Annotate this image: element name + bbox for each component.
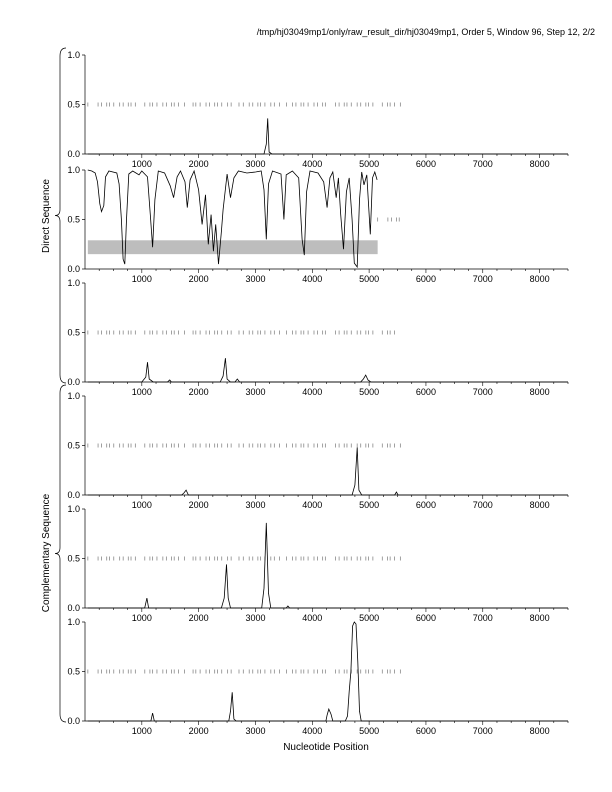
x-tick-label: 1000 [131, 274, 152, 284]
panel-2 [67, 165, 568, 284]
complementary-brace [55, 385, 66, 722]
x-tick-label: 7000 [472, 387, 493, 397]
y-tick-label: 0.5 [67, 214, 80, 225]
x-tick-label: 5000 [359, 613, 380, 623]
x-tick-label: 6000 [415, 387, 436, 397]
x-tick-label: 3000 [245, 274, 266, 284]
y-tick-label: 0.5 [67, 440, 80, 451]
x-tick-label: 1000 [131, 726, 152, 736]
y-tick-label: 1.0 [67, 50, 80, 60]
group-braces [55, 48, 66, 722]
y-tick-label: 0.0 [67, 603, 80, 613]
x-tick-label: 6000 [415, 500, 436, 510]
y-tick-label: 1.0 [67, 278, 80, 288]
x-tick-label: 1000 [131, 613, 152, 623]
y-tick-label: 0.5 [67, 99, 80, 110]
x-tick-label: 4000 [302, 500, 323, 510]
x-tick-label: 1000 [131, 387, 152, 397]
figure-title: /tmp/hj03049mp1/only/raw_result_dir/hj03049mp1, Order 5, Window 96, Step 12, 2/2 [256, 27, 595, 37]
series-line [88, 448, 568, 496]
y-tick-label: 0.5 [67, 553, 80, 564]
x-tick-label: 2000 [188, 500, 209, 510]
direct-sequence-label: Direct Sequence [41, 179, 52, 253]
x-tick-label: 3000 [245, 500, 266, 510]
x-tick-label: 2000 [188, 159, 209, 169]
x-tick-label: 8000 [529, 726, 550, 736]
x-tick-label: 8000 [529, 274, 550, 284]
x-tick-label: 7000 [472, 726, 493, 736]
panel-5 [67, 504, 568, 623]
x-tick-label: 5000 [359, 387, 380, 397]
x-tick-label: 2000 [188, 387, 209, 397]
x-tick-label: 1000 [131, 500, 152, 510]
panel-1 [67, 50, 568, 169]
x-tick-label: 8000 [529, 500, 550, 510]
x-tick-label: 5000 [359, 726, 380, 736]
y-tick-label: 1.0 [67, 391, 80, 401]
x-tick-label: 6000 [415, 613, 436, 623]
x-tick-label: 4000 [302, 274, 323, 284]
y-tick-label: 0.0 [67, 490, 80, 500]
panel-4 [67, 391, 568, 510]
x-tick-label: 2000 [188, 726, 209, 736]
x-tick-label: 1000 [131, 159, 152, 169]
x-tick-label: 3000 [245, 726, 266, 736]
series-line [88, 622, 568, 721]
x-tick-label: 5000 [359, 159, 380, 169]
x-tick-label: 6000 [415, 726, 436, 736]
y-tick-label: 0.0 [67, 716, 80, 726]
x-tick-label: 3000 [245, 613, 266, 623]
y-tick-label: 1.0 [67, 504, 80, 514]
y-tick-label: 0.0 [67, 377, 80, 387]
x-tick-label: 8000 [529, 387, 550, 397]
x-tick-label: 4000 [302, 613, 323, 623]
x-tick-label: 7000 [472, 613, 493, 623]
y-tick-label: 1.0 [67, 165, 80, 175]
panel-6 [67, 617, 568, 736]
x-tick-label: 7000 [472, 274, 493, 284]
series-line [88, 523, 568, 608]
x-tick-label: 4000 [302, 726, 323, 736]
panels [67, 50, 568, 736]
y-tick-label: 0.0 [67, 264, 80, 274]
x-tick-label: 6000 [415, 159, 436, 169]
highlight-band [88, 240, 378, 254]
x-tick-label: 7000 [472, 159, 493, 169]
x-tick-label: 7000 [472, 500, 493, 510]
y-tick-label: 1.0 [67, 617, 80, 627]
panel-3 [67, 278, 568, 397]
direct-brace [55, 48, 66, 383]
x-tick-label: 3000 [245, 159, 266, 169]
x-tick-label: 3000 [245, 387, 266, 397]
y-tick-label: 0.5 [67, 327, 80, 338]
x-tick-label: 2000 [188, 274, 209, 284]
x-tick-label: 8000 [529, 613, 550, 623]
x-tick-label: 8000 [529, 159, 550, 169]
x-tick-label: 5000 [359, 500, 380, 510]
x-tick-label: 5000 [359, 274, 380, 284]
y-tick-label: 0.0 [67, 149, 80, 159]
x-tick-label: 4000 [302, 159, 323, 169]
complementary-sequence-label: Complementary Sequence [41, 493, 52, 613]
x-tick-label: 2000 [188, 613, 209, 623]
x-axis-label: Nucleotide Position [283, 742, 369, 753]
series-line [88, 118, 568, 154]
series-line [88, 358, 568, 382]
x-tick-label: 4000 [302, 387, 323, 397]
y-tick-label: 0.5 [67, 666, 80, 677]
x-tick-label: 6000 [415, 274, 436, 284]
